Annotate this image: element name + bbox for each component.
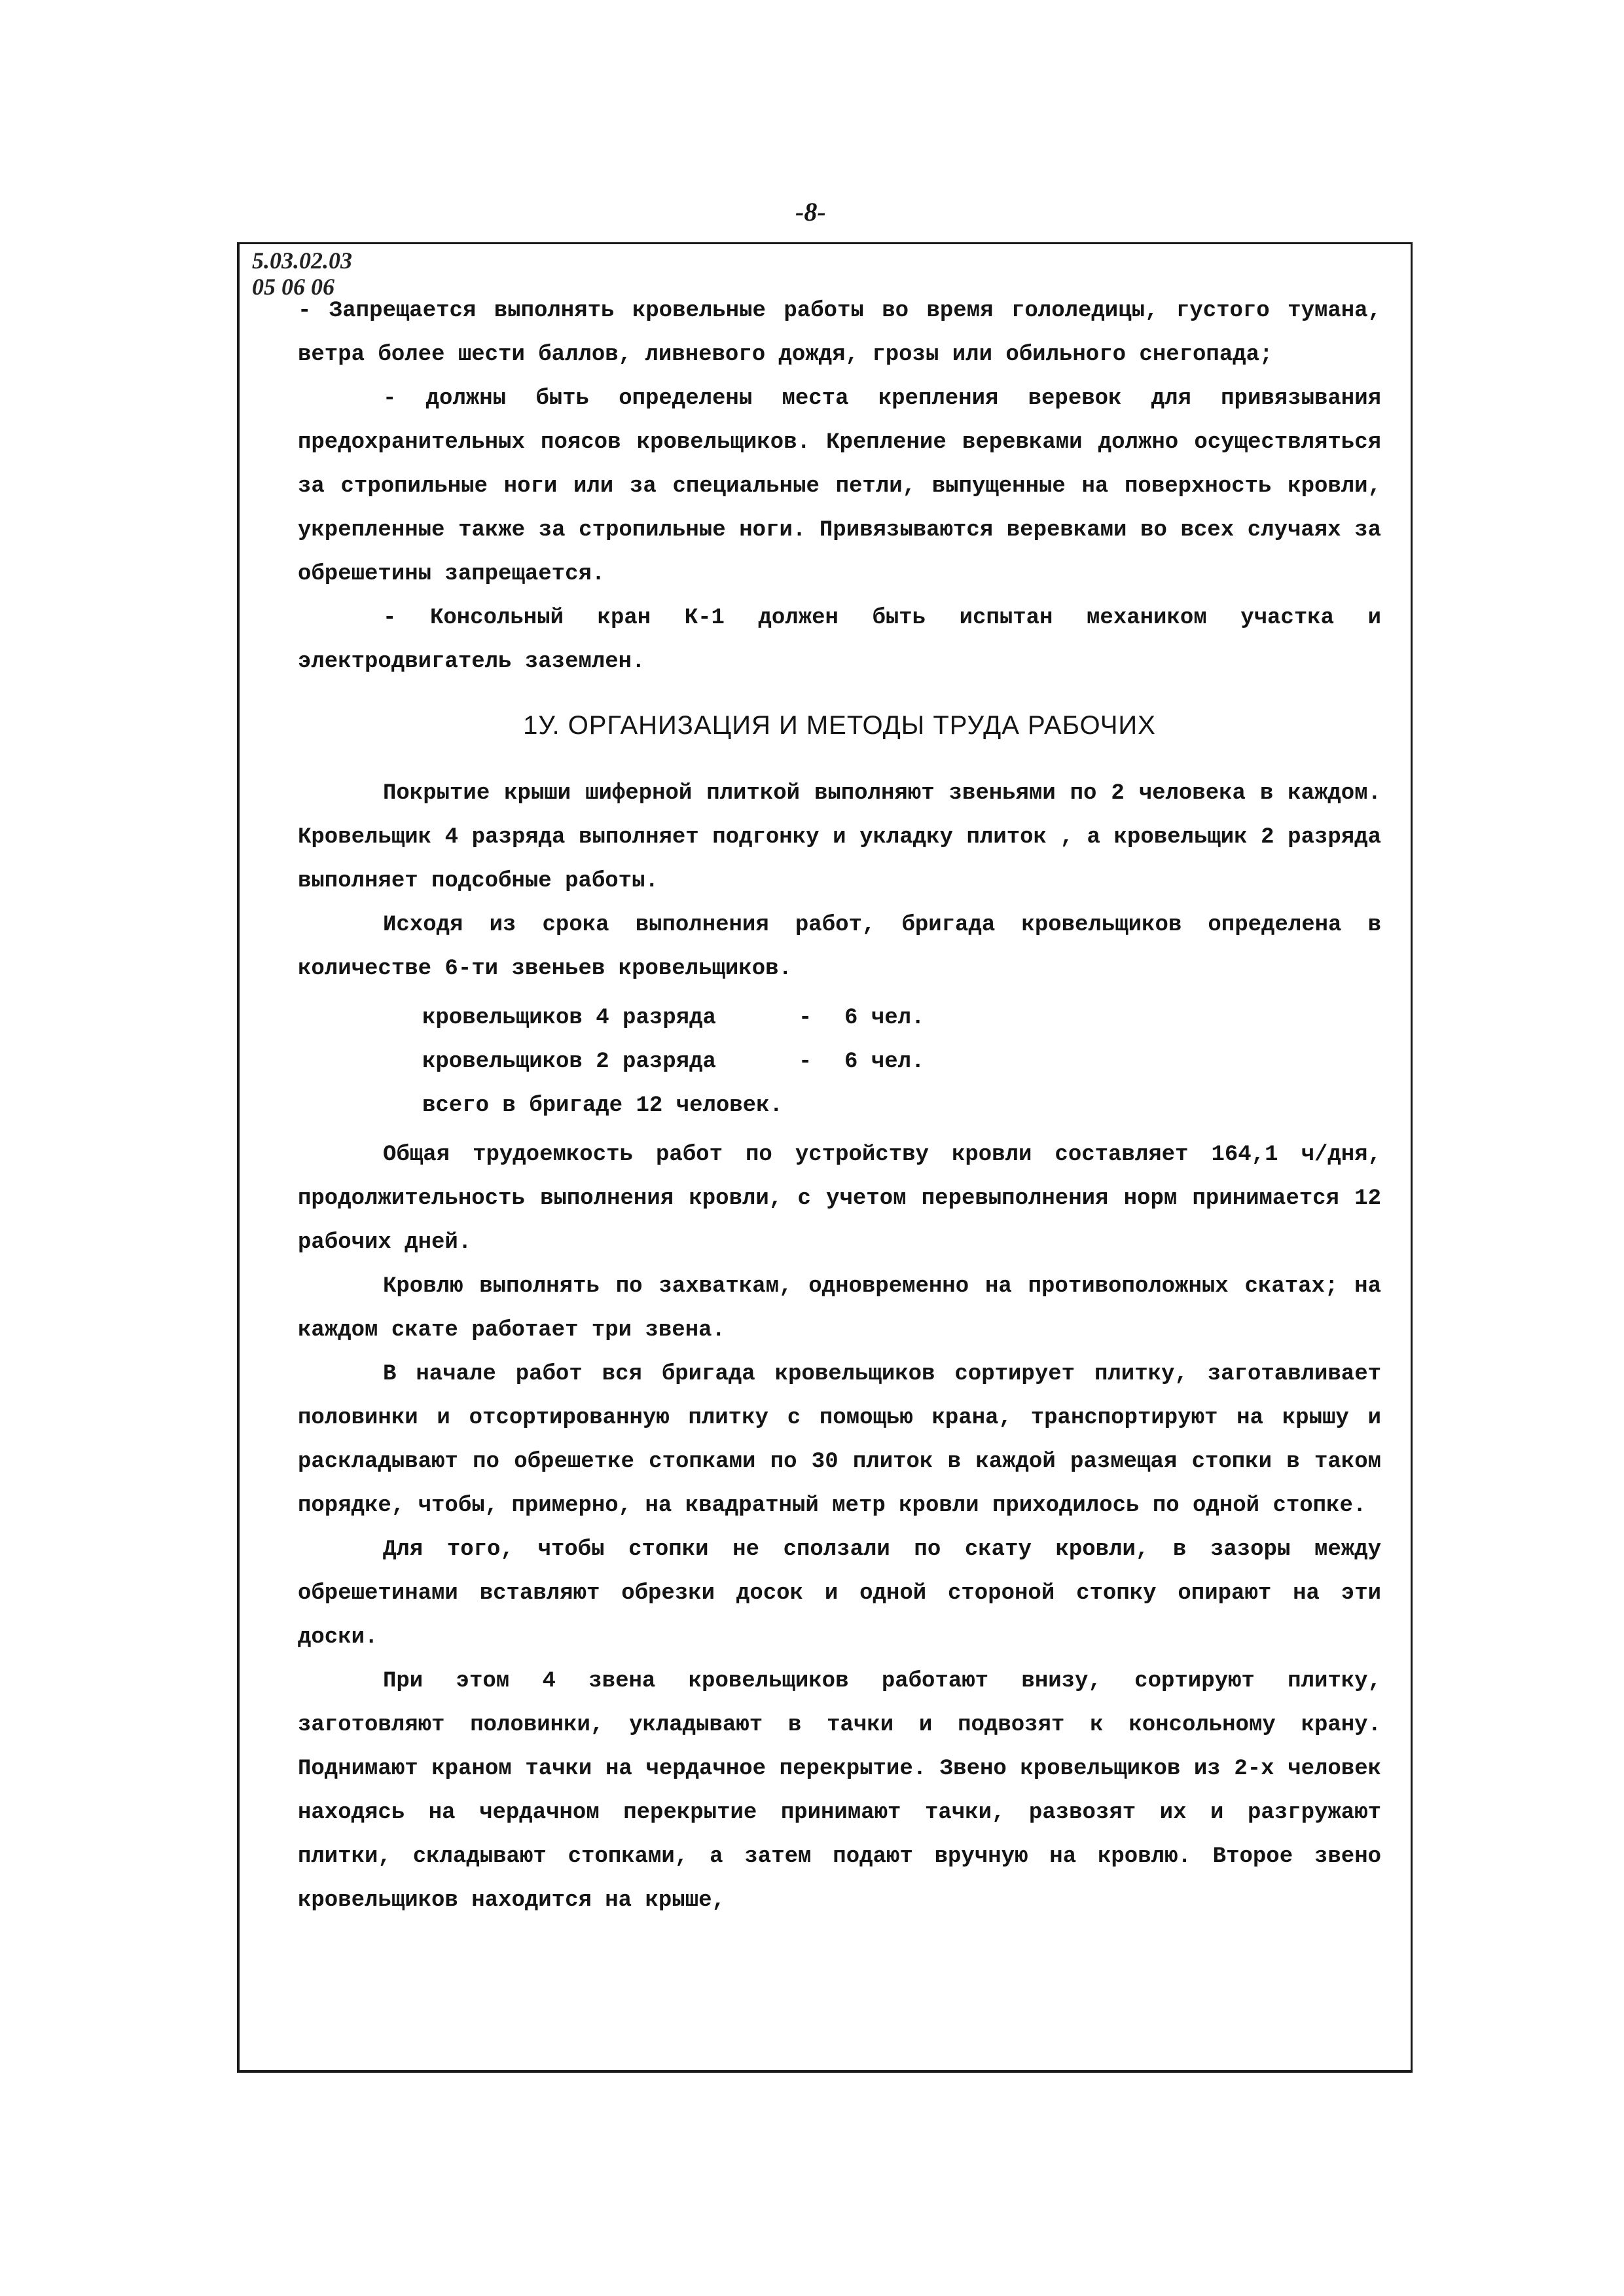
staff-row xyxy=(422,996,1381,1040)
section-heading: 1У. ОРГАНИЗАЦИЯ И МЕТОДЫ ТРУДА РАБОЧИХ xyxy=(523,711,1156,740)
staff-total: всего в бригаде 12 человек. xyxy=(422,1093,783,1118)
staff-count: 6 чел. xyxy=(844,1006,925,1030)
staff-list xyxy=(422,996,1381,1128)
stamp-code-line: 5.03.02.03 xyxy=(252,247,352,274)
staff-role: кровельщиков 4 разряда xyxy=(422,1006,716,1030)
staff-dash: - xyxy=(799,1006,812,1030)
staff-role: кровельщиков 2 разряда xyxy=(422,1049,716,1074)
page-number: -8- xyxy=(795,197,826,227)
organization-paragraph-6: Для того, чтобы стопки не сползали по скату кровли, в зазоры между обрешетинами вставляют обрезки досок и одной стороной стопку опирают на эти доски. xyxy=(298,1537,1381,1650)
safety-paragraph-1: - Запрещается выполнять кровельные работы во время гололедицы, густого тумана, ветра более шести баллов, ливневого дождя, грозы или обильного снегопада; xyxy=(298,299,1381,367)
staff-dash: - xyxy=(799,1049,812,1074)
document-body xyxy=(298,289,1381,1923)
organization-paragraph-4: Кровлю выполнять по захваткам, одновременно на противоположных скатах; на каждом скате работает три звена. xyxy=(298,1274,1381,1343)
organization-paragraph-2: Исходя из срока выполнения работ, бригада кровельщиков определена в количестве 6-ти звеньев кровельщиков. xyxy=(298,913,1381,981)
staff-row xyxy=(422,1040,1381,1084)
organization-paragraph-1: Покрытие крыши шиферной плиткой выполняют звеньями по 2 человека в каждом. Кровельщик 4 разряда выполняет подгонку и укладку плиток , а кровельщик 2 разряда выполняет подсобные работы. xyxy=(298,781,1381,894)
staff-count: 6 чел. xyxy=(844,1049,925,1074)
organization-paragraph-7: При этом 4 звена кровельщиков работают внизу, сортируют плитку, заготовляют половинки, укладывают в тачки и подвозят к консольному крану. Поднимают краном тачки на чердачное перекрытие. Звено кровельщиков из 2-х человек находясь на чердачном перекрытие принимают тачки, развозят их и разгружают плитки, складывают стопками, а затем подают вручную на кровлю. Второе звено кровельщиков находится на крыше, xyxy=(298,1669,1381,1913)
organization-paragraph-5: В начале работ вся бригада кровельщиков сортирует плитку, заготавливает половинки и отсортированную плитку с помощью крана, транспортируют на крышу и раскладывают по обрешетке стопками по 30 плиток в каждой размещая стопки в таком порядке, чтобы, примерно, на квадратный метр кровли приходилось по одной стопке. xyxy=(298,1362,1381,1518)
stamp-date-line: 05 06 06 xyxy=(252,274,334,300)
safety-paragraph-3: - Консольный кран К-1 должен быть испытан механиком участка и электродвигатель заземлен. xyxy=(298,606,1381,674)
organization-paragraph-3: Общая трудоемкость работ по устройству кровли составляет 164,1 ч/дня, продолжительность выполнения кровли, с учетом перевыполнения норм принимается 12 рабочих дней. xyxy=(298,1142,1381,1255)
safety-paragraph-2: - должны быть определены места крепления веревок для привязывания предохранительных поясов кровельщиков. Крепление веревками должно осуществляться за стропильные ноги или за специальные петли, выпущенные на поверхность кровли, укрепленные также за стропильные ноги. Привязываются веревками во всех случаях за обрешетины запрещается. xyxy=(298,386,1381,587)
section-heading-block xyxy=(298,684,1381,772)
